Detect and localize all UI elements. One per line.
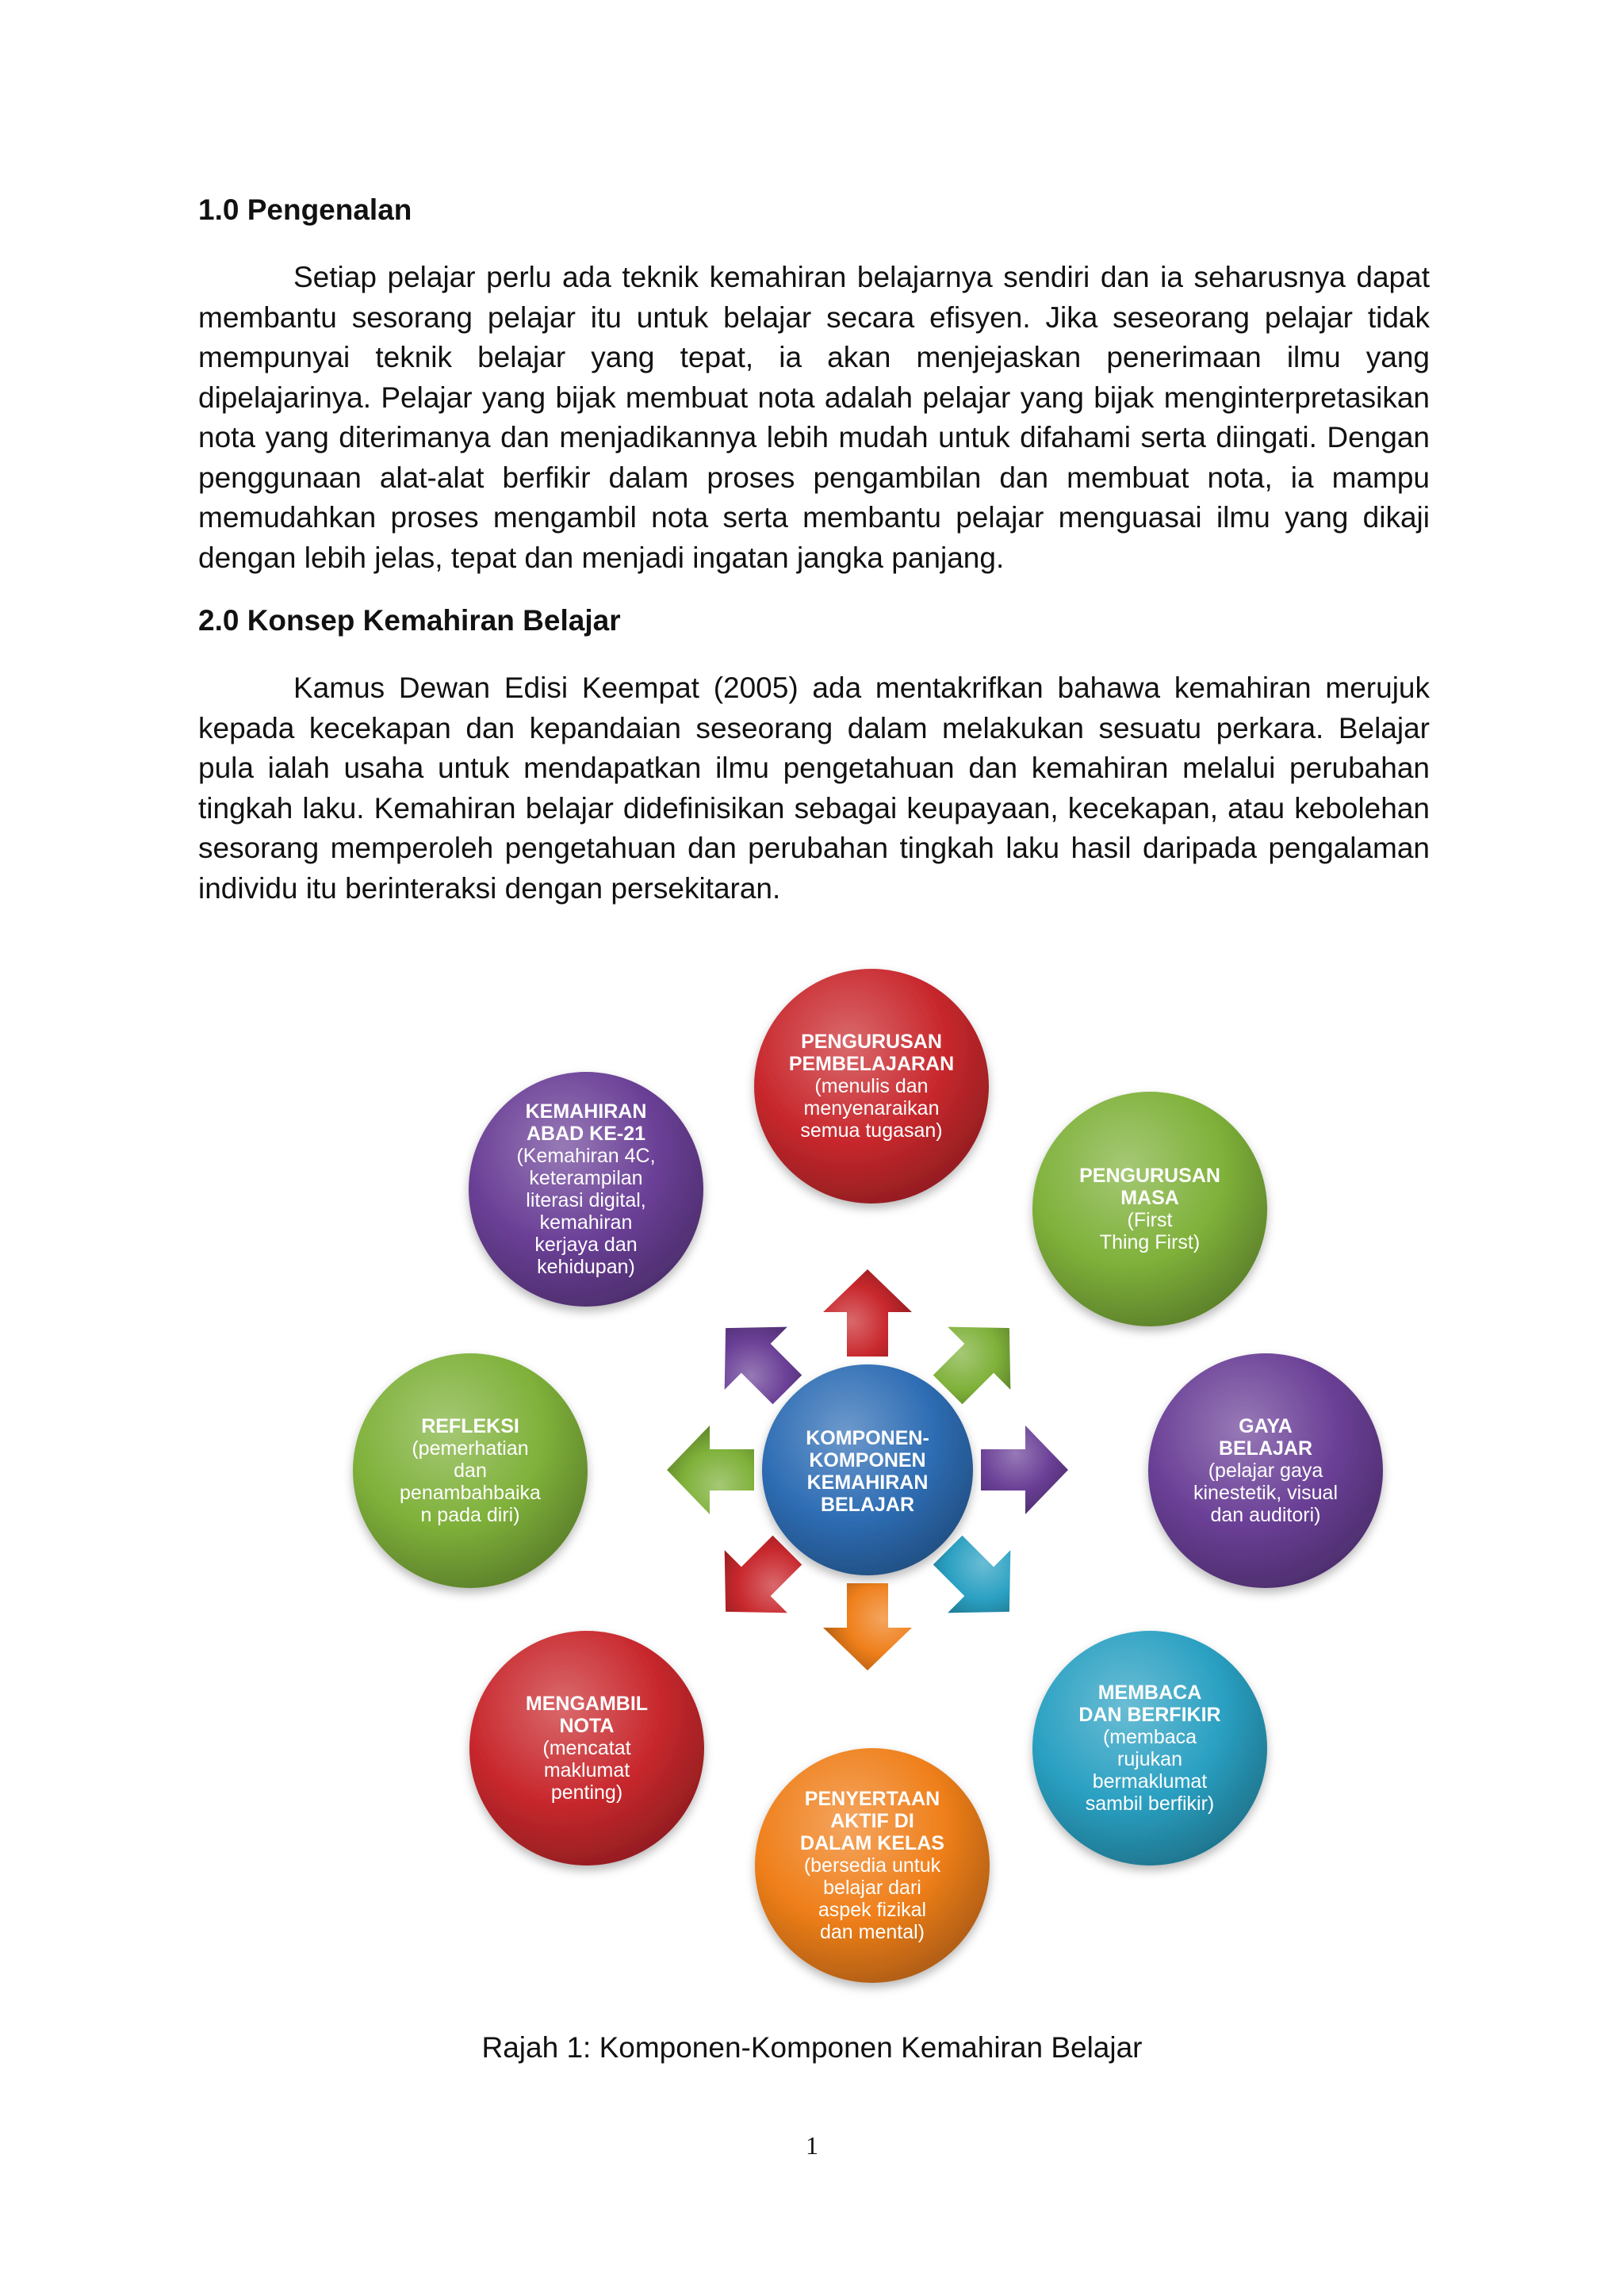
node-kemahiran-abad-ke-21-detail: (Kemahiran 4C, [516,1145,656,1167]
section-paragraph-konsep: Kamus Dewan Edisi Keempat (2005) ada mentakrifkan bahawa kemahiran merujuk kepada kecekapan dan kepandaian seseorang dalam melakukan sesuatu perkara. Belajar pula ialah usaha untuk mendapatkan ilmu pengetahuan dan kemahiran melalui perubahan tingkah laku. Kemahiran belajar didefinisikan sebagai keupayaan, kecekapan, atau kebolehan sesorang memperoleh pengetahuan dan perubahan tingkah laku hasil daripada pengalaman individu itu berinteraksi dengan persekitaran. [198,672,1430,905]
center-title: KEMAHIRAN [806,1471,929,1494]
node-kemahiran-abad-ke-21-text [516,1100,655,1278]
node-membaca-dan-berfikir [1032,1631,1267,1866]
node-gaya-belajar-title: BELAJAR [1218,1437,1313,1460]
arrow-pengurusan-pembelajaran [823,1269,912,1357]
node-gaya-belajar [1148,1353,1383,1588]
node-mengambil-nota-title: MENGAMBIL [525,1693,649,1715]
node-pengurusan-masa [1032,1092,1267,1326]
arrow-penyertaan-aktif [823,1583,912,1670]
node-penyertaan-aktif-title: DALAM KELAS [800,1832,944,1854]
node-refleksi-detail: dan [454,1460,487,1482]
node-penyertaan-aktif-detail: aspek fizikal [818,1899,927,1921]
node-membaca-dan-berfikir-title: DAN BERFIKIR [1078,1704,1221,1726]
page-number: 1 [806,2131,818,2160]
section-heading-pengenalan: 1.0 Pengenalan [198,193,412,226]
node-refleksi-detail: penambahbaika [400,1482,541,1504]
node-pengurusan-masa-detail: Thing First) [1099,1231,1201,1253]
node-gaya-belajar-detail: kinestetik, visual [1193,1482,1339,1504]
node-penyertaan-aktif-title: AKTIF DI [830,1810,914,1832]
node-membaca-dan-berfikir-detail: bermaklumat [1092,1770,1208,1793]
arrow-gaya-belajar [981,1425,1068,1514]
node-refleksi [353,1353,588,1588]
center-text [806,1427,929,1516]
node-pengurusan-masa-title: MASA [1120,1187,1179,1209]
node-kemahiran-abad-ke-21-title: KEMAHIRAN [525,1100,647,1123]
center-node [762,1364,973,1575]
figure-caption: Rajah 1: Komponen-Komponen Kemahiran Belajar [481,2031,1143,2064]
node-penyertaan-aktif-detail: dan mental) [819,1921,925,1943]
diagram-center [762,1364,973,1575]
node-kemahiran-abad-ke-21-detail: literasi digital, [526,1189,646,1211]
node-pengurusan-pembelajaran-title: PENGURUSAN [801,1031,942,1053]
node-kemahiran-abad-ke-21-detail: kehidupan) [537,1256,635,1278]
node-pengurusan-masa-title: PENGURUSAN [1079,1165,1220,1187]
node-kemahiran-abad-ke-21-detail: kemahiran [539,1211,633,1234]
center-title: BELAJAR [820,1494,915,1516]
node-gaya-belajar-title: GAYA [1239,1415,1293,1437]
node-kemahiran-abad-ke-21-detail: kerjaya dan [534,1234,638,1256]
node-pengurusan-pembelajaran-detail: (menulis dan [814,1075,929,1097]
node-pengurusan-pembelajaran [754,969,989,1203]
node-penyertaan-aktif-detail: belajar dari [823,1877,921,1899]
node-membaca-dan-berfikir-detail: sambil berfikir) [1085,1793,1215,1815]
center-title: KOMPONEN [809,1449,926,1471]
node-penyertaan-aktif [755,1748,990,1983]
node-penyertaan-aktif-detail: (bersedia untuk [803,1854,941,1877]
node-pengurusan-masa-detail: (First [1127,1209,1173,1231]
node-pengurusan-pembelajaran-detail: semua tugasan) [800,1119,943,1142]
node-kemahiran-abad-ke-21 [469,1072,703,1307]
section-paragraph-pengenalan: Setiap pelajar perlu ada teknik kemahiran belajarnya sendiri dan ia seharusnya dapat membantu sesorang pelajar itu untuk belajar secara efisyen. Jika seseorang pelajar tidak mempunyai teknik belajar yang tepat, ia akan menjejaskan penerimaan ilmu yang dipelajarinya. Pelajar yang bijak membuat nota adalah pelajar yang bijak menginterpretasikan nota yang diterimanya dan menjadikannya lebih mudah untuk difahami serta diingati. Dengan penggunaan alat-alat berfikir dalam proses pengambilan dan membuat nota, ia mampu memudahkan proses mengambil nota serta membantu pelajar menguasai ilmu yang dikaji dengan lebih jelas, tepat dan menjadi ingatan jangka panjang. [198,261,1430,574]
node-refleksi-detail: (pemerhatian [412,1437,529,1460]
node-mengambil-nota-title: NOTA [559,1715,615,1737]
node-mengambil-nota-detail: penting) [550,1781,623,1804]
node-refleksi-detail: n pada diri) [420,1504,520,1526]
node-membaca-dan-berfikir-title: MEMBACA [1097,1682,1202,1704]
node-membaca-dan-berfikir-detail: (membaca [1102,1726,1197,1748]
node-kemahiran-abad-ke-21-detail: keterampilan [529,1167,643,1189]
node-gaya-belajar-detail: dan auditori) [1210,1504,1321,1526]
center-title: KOMPONEN- [806,1427,929,1449]
arrow-refleksi [667,1425,754,1514]
node-gaya-belajar-detail: (pelajar gaya [1208,1460,1323,1482]
section-heading-konsep: 2.0 Konsep Kemahiran Belajar [198,604,621,637]
node-penyertaan-aktif-title: PENYERTAAN [804,1788,940,1810]
node-refleksi-title: REFLEKSI [421,1415,519,1437]
node-membaca-dan-berfikir-detail: rujukan [1117,1748,1182,1770]
node-mengambil-nota-detail: (mencatat [542,1737,631,1759]
node-pengurusan-pembelajaran-title: PEMBELAJARAN [788,1053,955,1075]
node-pengurusan-pembelajaran-detail: menyenaraikan [803,1097,940,1119]
node-mengambil-nota [469,1631,704,1866]
node-kemahiran-abad-ke-21-title: ABAD KE-21 [526,1123,646,1145]
node-mengambil-nota-detail: maklumat [543,1759,630,1781]
